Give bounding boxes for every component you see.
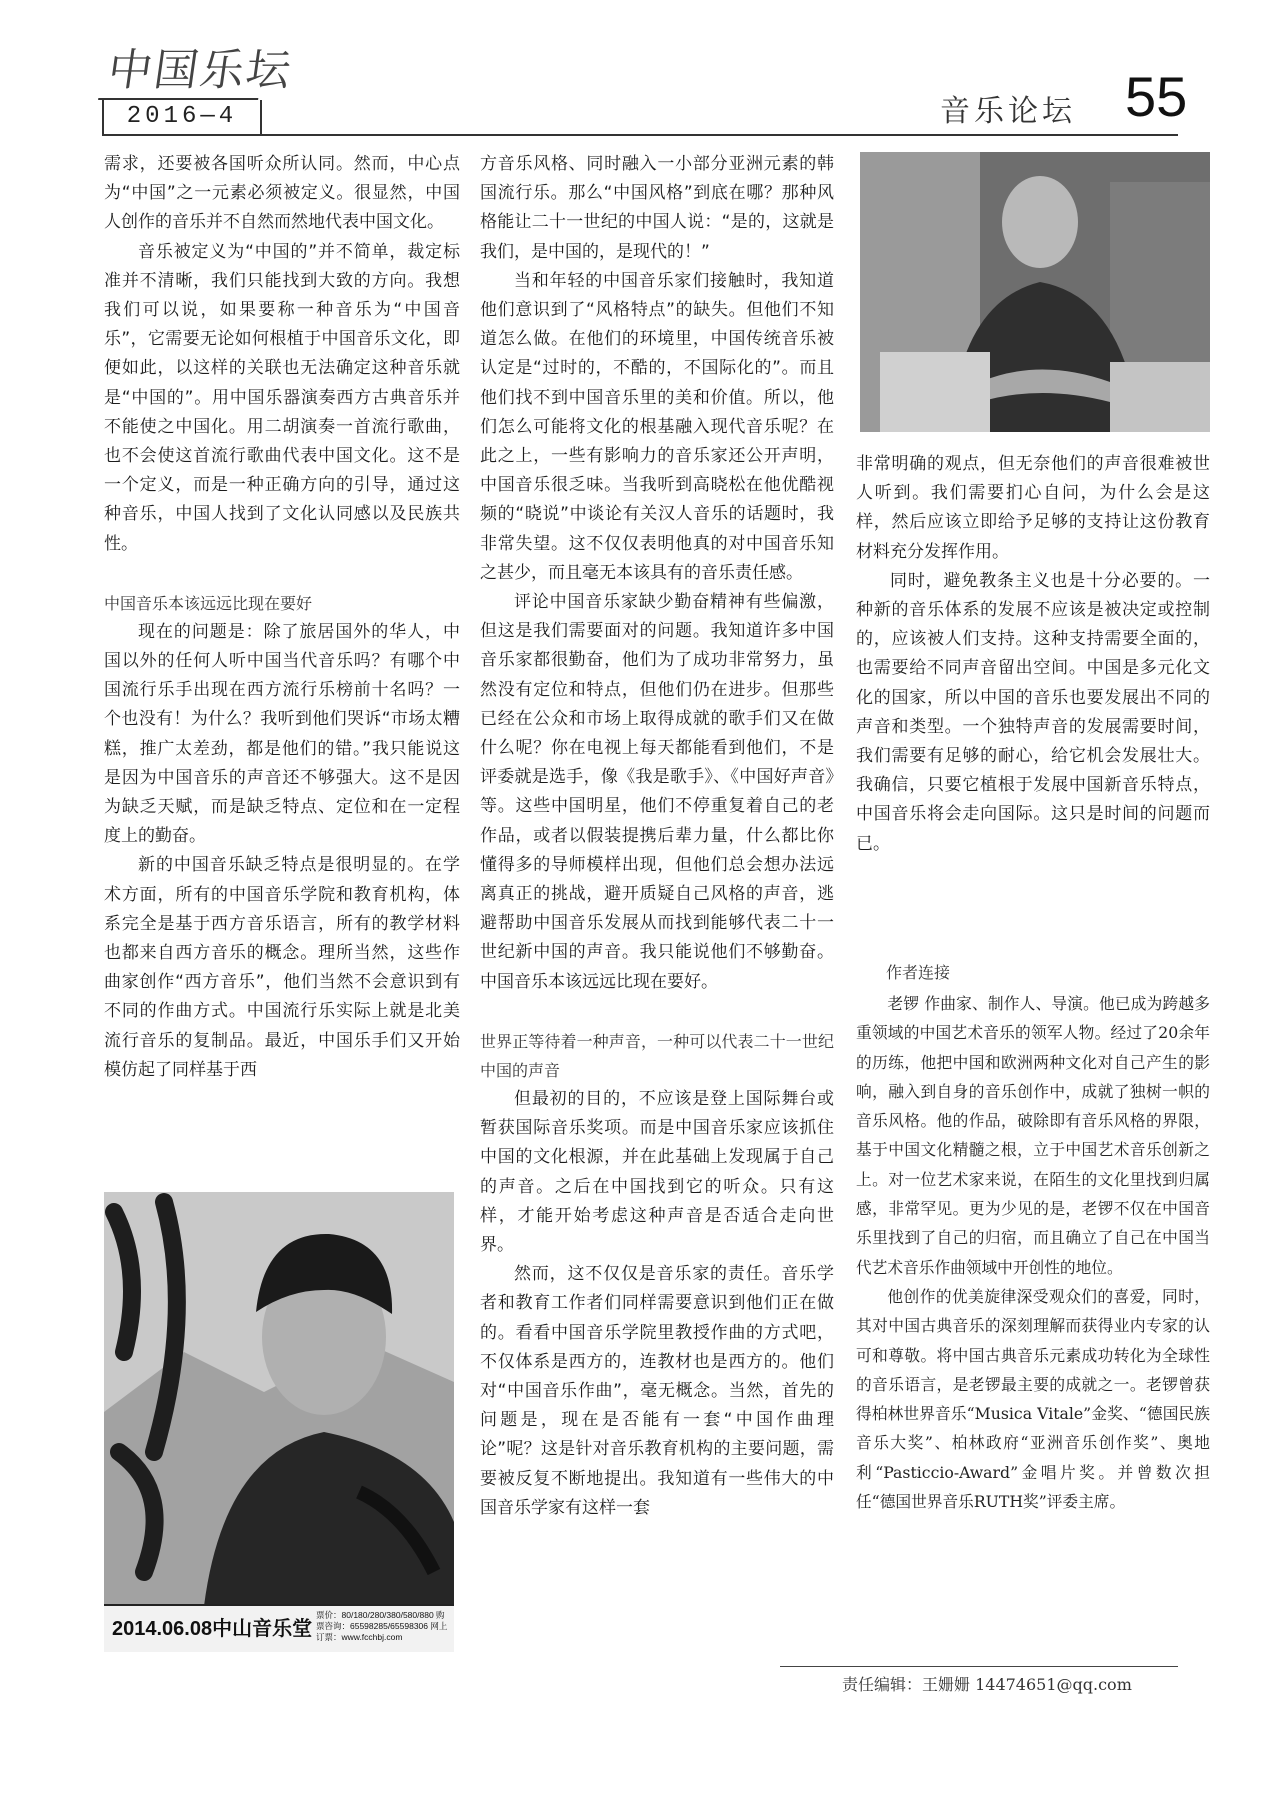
paragraph: 评论中国音乐家缺少勤奋精神有些偏激，但这是我们需要面对的问题。我知道许多中国音乐家都很勤奋，他们为了成功非常努力，虽然没有定位和特点，但他们仍在进步。但那些已经在公众和市场上取得成就的歌手们又在做什么呢？你在电视上每天都能看到他们，不是评委就是选手，像《我是歌手》、《中国好声音》等。这些中国明星，他们不停重复着自己的老作品，或者以假装提携后辈力量，什么都比你懂得多的导师模样出现，但他们总会想办法远离真正的挑战，避开质疑自己风格的声音，逃避帮助中国音乐发展从而找到能够代表二十一世纪新中国的声音。我只能说他们不够勤奋。中国音乐本该远远比现在要好。: [480, 592, 834, 992]
footer-rule: [780, 1666, 1178, 1667]
paragraph: 但最初的目的，不应该是登上国际舞台或暂获国际音乐奖项。而是中国音乐家应该抓住中国的文化根源，并在此基础上发现属于自己的声音。之后在中国找到它的听众。只有这样，才能开始考虑这种声音是否适合走向世界。: [480, 1088, 834, 1255]
ticket-info: 票价：80/180/280/380/580/880 购票咨询：65598285/65598306 网上订票：www.fcchbj.com: [316, 1610, 448, 1642]
section-title: 音乐论坛: [940, 94, 1076, 129]
paragraph: 当和年轻的中国音乐家们接触时，我知道他们意识到了“风格特点”的缺失。但他们不知道怎么做。在他们的环境里，中国传统音乐被认定是“过时的，不酷的，不国际化的”。而且他们找不到中国音乐里的美和价值。所以，他们怎么可能将文化的根基融入现代音乐呢？在此之上，一些有影响力的音乐家还公开声明，中国音乐很乏味。当我听到高晓松在他优酷视频的“晓说”中谈论有关汉人音乐的话题时，我非常失望。这不仅仅表明他真的对中国音乐知之甚少，而且毫无本该具有的音乐责任感。: [480, 270, 834, 583]
author-bio: [856, 958, 1210, 1516]
poster-illustration: [104, 1192, 454, 1606]
poster-banner: [104, 1604, 454, 1652]
column-3: [856, 450, 1210, 859]
author-heading: 作者连接: [886, 963, 951, 982]
editor-credit: 责任编辑：王姗姗 14474651@qq.com: [842, 1675, 1132, 1694]
column-2: [480, 150, 834, 1523]
paragraph: 同时，避免教条主义也是十分必要的。一种新的音乐体系的发展不应该是被决定或控制的，应该被人们支持。这种支持需要全面的，也需要给不同声音留出空间。中国是多元化文化的国家，所以中国的音乐也要发展出不同的声音和类型。一个独特声音的发展需要时间，我们需要有足够的耐心，给它机会发展壮大。我确信，只要它植根于发展中国新音乐特点，中国音乐将会走向国际。这只是时间的问题而已。: [856, 570, 1210, 854]
paragraph: 方音乐风格、同时融入一小部分亚洲元素的韩国流行乐。那么“中国风格”到底在哪？那种风格能让二十一世纪的中国人说：“是的，这就是我们，是中国的，是现代的！”: [480, 154, 834, 262]
issue-number: 2016—4: [102, 100, 262, 136]
paragraph: 非常明确的观点，但无奈他们的声音很难被世人听到。我们需要扪心自问，为什么会是这样，然后应该立即给予足够的支持让这份教育材料充分发挥作用。: [856, 454, 1210, 562]
paragraph: 新的中国音乐缺乏特点是很明显的。在学术方面，所有的中国音乐学院和教育机构，体系完全是基于西方音乐语言，所有的教学材料也都来自西方音乐的概念。理所当然，这些作曲家创作“西方音乐”，他们当然不会意识到有不同的作曲方式。中国流行乐实际上就是北美流行音乐的复制品。最近，中国乐手们又开始模仿起了同样基于西: [104, 855, 460, 1080]
masthead: [102, 44, 296, 136]
header-rule: [102, 134, 1178, 136]
section-heading: 中国音乐本该远远比现在要好: [104, 593, 313, 613]
paragraph: 现在的问题是：除了旅居国外的华人，中国以外的任何人听中国当代音乐吗？有哪个中国流行乐手出现在西方流行乐榜前十名吗？一个也没有！为什么？我听到他们哭诉“市场太糟糕，推广太差劲，都是他们的错。”我只能说这是因为中国音乐的声音还不够强大。这不是因为缺乏天赋，而是缺乏特点、定位和在一定程度上的勤奋。: [104, 621, 460, 847]
column-1: [104, 150, 460, 1085]
paragraph: 然而，这不仅仅是音乐家的责任。音乐学者和教育工作者们同样需要意识到他们正在做的。看看中国音乐学院里教授作曲的方式吧，不仅体系是西方的，连教材也是西方的。他们对“中国音乐作曲”，毫无概念。当然，首先的问题是，现在是否能有一套“中国作曲理论”呢？这是针对音乐教育机构的主要问题，需要被反复不断地提出。我知道有一些伟大的中国音乐学家有这样一套: [480, 1264, 834, 1518]
photo-illustration: [860, 152, 1210, 432]
author-photo-seated: [860, 152, 1210, 432]
paragraph: 音乐被定义为“中国的”并不简单，裁定标准并不清晰，我们只能找到大致的方向。我想我们可以说，如果要称一种音乐为“中国音乐”，它需要无论如何根植于中国音乐文化，即便如此，以这样的关联也无法确定这种音乐就是“中国的”。用中国乐器演奏西方古典音乐并不能使之中国化。用二胡演奏一首流行歌曲，也不会使这首流行歌曲代表中国文化。这不是一个定义，而是一种正确方向的引导，通过这种音乐，中国人找到了文化认同感以及民族共性。: [104, 241, 460, 554]
concert-date-venue: 2014.06.08中山音乐堂: [112, 1618, 313, 1640]
magazine-logo: 中国乐坛: [98, 44, 266, 100]
paragraph: 需求，还要被各国听众所认同。然而，中心点为“中国”之一元素必须被定义。很显然，中国人创作的音乐并不自然而然地代表中国文化。: [104, 154, 460, 233]
section-heading: 世界正等待着一种声音，一种可以代表二十一世纪中国的声音: [480, 1031, 834, 1080]
bio-paragraph: 他创作的优美旋律深受观众们的喜爱，同时，其对中国古典音乐的深刻理解而获得业内专家的认可和尊敬。将中国古典音乐元素成功转化为全球性的音乐语言，是老锣最主要的成就之一。老锣曾获得柏林世界音乐“Musica Vitale”金奖、“德国民族音乐大奖”、柏林政府“亚洲音乐创作奖”、奥地利“Pasticcio-Award”金唱片奖。并曾数次担任“德国世界音乐RUTH奖”评委主席。: [856, 1286, 1210, 1512]
bio-paragraph: 老锣 作曲家、制作人、导演。他已成为跨越多重领域的中国艺术音乐的领军人物。经过了20余年的历练，他把中国和欧洲两种文化对自己产生的影响，融入到自身的音乐创作中，成就了独树一帜的音乐风格。他的作品，破除即有音乐风格的界限，基于中国文化精髓之根，立于中国艺术音乐创新之上。对一位艺术家来说，在陌生的文化里找到归属感，非常罕见。更为少见的是，老锣不仅在中国音乐里找到了自己的归宿，而且确立了自己在中国当代艺术音乐作曲领域中开创性的地位。: [856, 994, 1210, 1277]
concert-poster-photo: [104, 1192, 454, 1652]
page-number: 55: [1125, 65, 1188, 128]
